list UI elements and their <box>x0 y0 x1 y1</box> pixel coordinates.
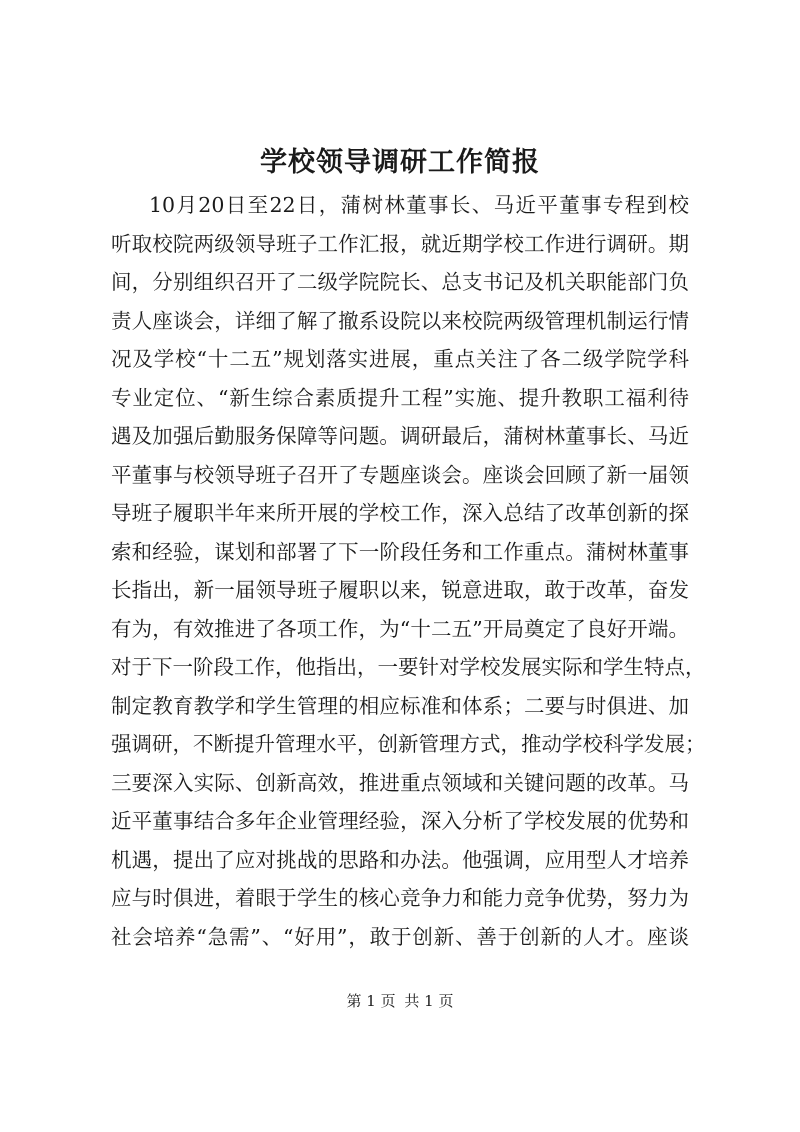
text-line: 长指出，新一届领导班子履职以来，锐意进取，敢于改革，奋发 <box>111 578 689 602</box>
text-line: 对于下一阶段工作，他指出，一要针对学校发展实际和学生特点， <box>111 655 706 679</box>
text-line: 遇及加强后勤服务保障等问题。调研最后，蒲树林董事长、马近 <box>111 424 689 448</box>
text-line: 导班子履职半年来所开展的学校工作，深入总结了改革创新的探 <box>111 501 689 525</box>
text-line: 10月20日至22日，蒲树林董事长、马近平董事专程到校 <box>149 193 689 217</box>
text-line: 制定教育教学和学生管理的相应标准和体系；二要与时俱进、加 <box>111 693 689 718</box>
text-line: 况及学校“十二五”规划落实进展，重点关注了各二级学院学科 <box>111 347 689 371</box>
text-line: 应与时俱进，着眼于学生的核心竞争力和能力竞争优势，努力为 <box>111 886 689 910</box>
text-line: 听取校院两级领导班子工作汇报，就近期学校工作进行调研。期 <box>111 231 689 256</box>
page-total: 共 1 页 <box>404 992 454 1010</box>
text-line: 近平董事结合多年企业管理经验，深入分析了学校发展的优势和 <box>111 809 689 833</box>
text-line: 索和经验，谋划和部署了下一阶段任务和工作重点。蒲树林董事 <box>111 539 689 564</box>
page-footer <box>0 990 800 1011</box>
text-line: 责人座谈会，详细了解了撤系设院以来校院两级管理机制运行情 <box>111 308 689 333</box>
page-number: 第 1 页 <box>346 992 396 1010</box>
document-title: 学校领导调研工作简报 <box>260 147 540 178</box>
text-line: 强调研，不断提升管理水平，创新管理方式，推动学校科学发展； <box>111 732 706 756</box>
text-line: 三要深入实际、创新高效，推进重点领域和关键问题的改革。马 <box>111 770 689 795</box>
text-line: 平董事与校领导班子召开了专题座谈会。座谈会回顾了新一届领 <box>111 462 689 487</box>
text-line: 间，分别组织召开了二级学院院长、总支书记及机关职能部门负 <box>111 270 689 294</box>
body-paragraph <box>111 186 706 956</box>
text-line: 机遇，提出了应对挑战的思路和办法。他强调，应用型人才培养 <box>111 847 689 872</box>
text-line: 有为，有效推进了各项工作，为“十二五”开局奠定了良好开端。 <box>111 616 689 641</box>
text-line: 专业定位、“新生综合素质提升工程”实施、提升教职工福利待 <box>111 385 689 410</box>
text-line: 社会培养“急需”、“好用”，敢于创新、善于创新的人才。座谈 <box>111 924 689 949</box>
